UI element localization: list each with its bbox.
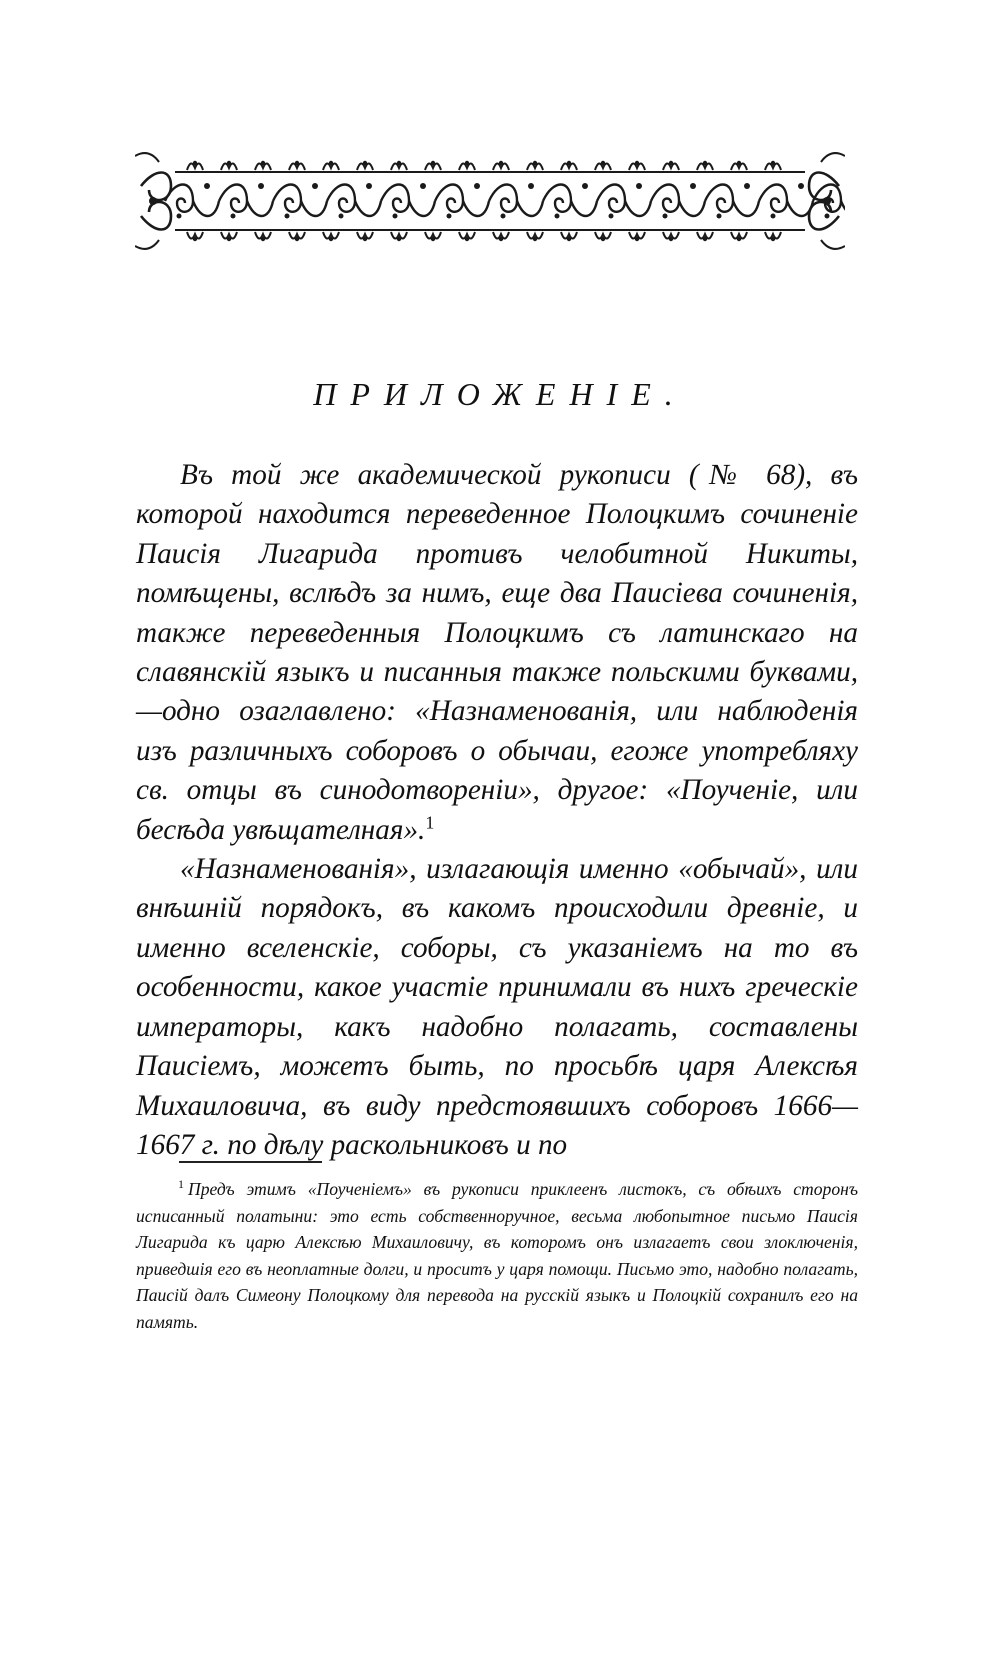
- footnote: [136, 1176, 858, 1336]
- footnote-text: Предъ этимъ «Поученіемъ» въ рукописи приклеенъ листокъ, съ обѣихъ сторонъ исписанный полатыни: это есть собственноручное, весьма любопытное письмо Паисія Лигарида къ царю Алексѣю Михаиловичу, въ которомъ онъ излагаетъ свои злоключенія, приведшія его въ неоплатные долги, и проситъ у царя помощи. Письмо это, надобно полагать, Паисій далъ Симеону Полоцкому для перевода на русскій языкъ и Полоцкій сохранилъ его на память.: [136, 1179, 858, 1332]
- main-text: [136, 456, 858, 1165]
- footnote-reference: 1: [425, 811, 435, 832]
- footnote-divider: [179, 1161, 322, 1163]
- page-title: ПРИЛОЖЕНІЕ.: [313, 376, 687, 412]
- floral-headpiece-ornament-icon: [135, 150, 845, 252]
- footnote-paragraph: [136, 1176, 858, 1336]
- paragraph-2: «Назнаменованія», излагающія именно «обычай», или внѣшній порядокъ, въ какомъ происходили древніе, и именно вселенскіе, соборы, съ указаніемъ на то въ особенности, какое участіе принимали въ нихъ греческіе императоры, какъ надобно полагать, составлены Паисіемъ, можетъ быть, по просьбѣ царя Алексѣя Михаиловича, въ виду предстоявшихъ соборовъ 1666—1667 г. по дѣлу раскольниковъ и по: [136, 853, 858, 1161]
- footnote-mark: 1: [178, 1177, 184, 1192]
- paragraph-1-text: Въ той же академической рукописи (№ 68), въ которой находится переведенное Полоцкимъ сочиненіе Паисія Лигарида противъ челобитной Никиты, помѣщены, вслѣдъ за нимъ, еще два Паисіева сочиненія, также переведенныя Полоцкимъ съ латинскаго на славянскій языкъ и писанныя также польскими буквами,—одно озаглавлено: «Назнаменованія, или наблюденія изъ различныхъ соборовъ о обычаи, егоже употребляху св. отцы въ синодотвореніи», другое: «Поученіе, или бесѣда увѣщателная».: [136, 459, 858, 846]
- paragraph-1: [136, 456, 858, 850]
